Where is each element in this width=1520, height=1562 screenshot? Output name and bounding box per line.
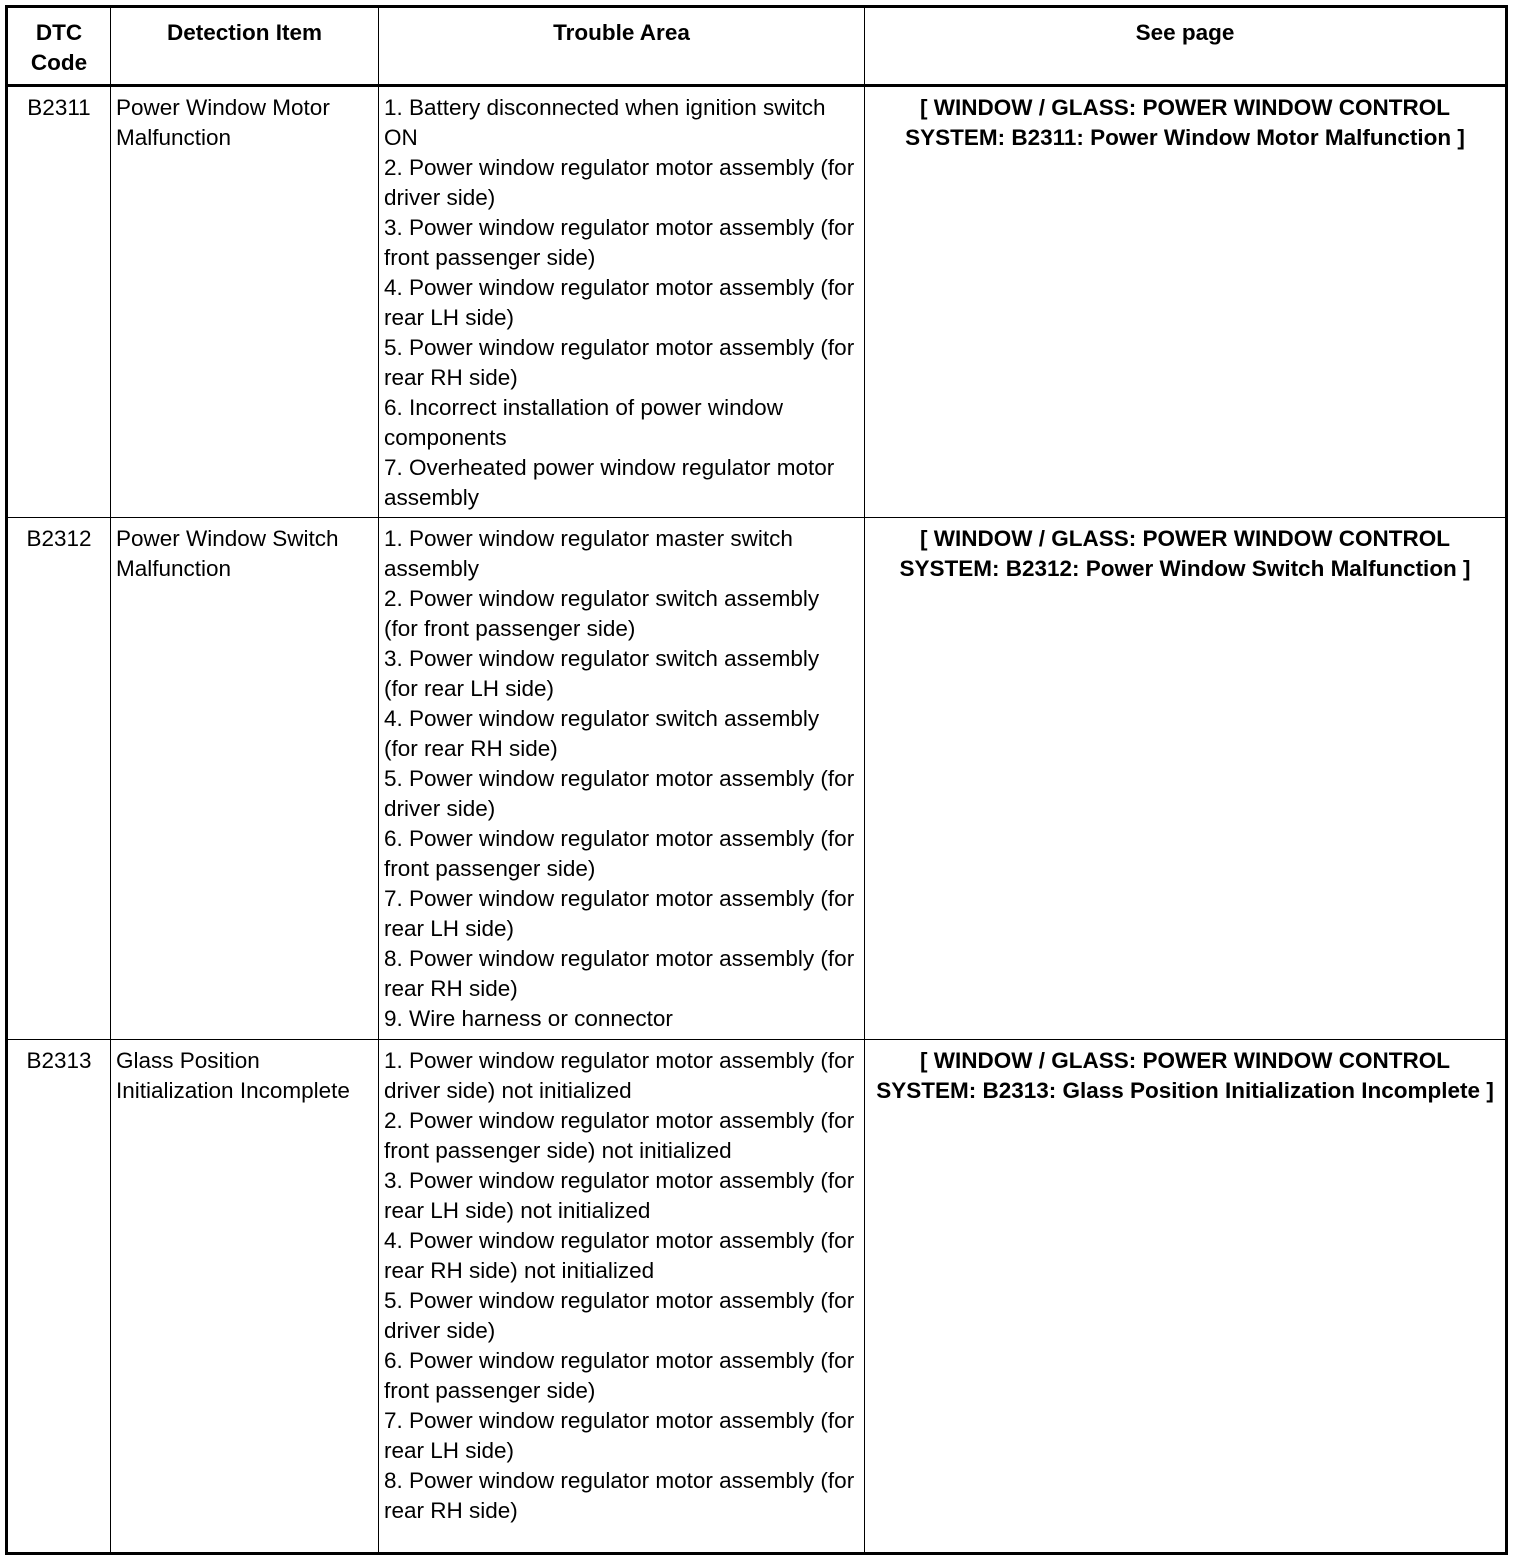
trouble-area-item: 4. Power window regulator switch assembly (for rear RH side) xyxy=(384,706,820,761)
trouble-area-item: 7. Overheated power window regulator motor assembly xyxy=(384,455,835,510)
table-row xyxy=(7,86,1507,518)
trouble-area-item: 3. Power window regulator motor assembly (for front passenger side) xyxy=(384,215,855,270)
trouble-area-item: 6. Power window regulator motor assembly (for front passenger side) xyxy=(384,826,855,881)
dtc-code: B2311 xyxy=(7,86,111,518)
header-row xyxy=(7,7,1507,86)
header-trouble-area: Trouble Area xyxy=(379,7,865,86)
trouble-area-item: 2. Power window regulator motor assembly (for driver side) xyxy=(384,155,855,210)
trouble-area-item: 5. Power window regulator motor assembly (for rear RH side) xyxy=(384,335,855,390)
trouble-area-item: 3. Power window regulator switch assembly (for rear LH side) xyxy=(384,646,820,701)
trouble-area xyxy=(379,1040,865,1554)
dtc-table xyxy=(5,5,1508,1555)
header-detection-item: Detection Item xyxy=(111,7,379,86)
see-page-link[interactable]: [ WINDOW / GLASS: POWER WINDOW CONTROL SYSTEM: B2313: Glass Position Initialization Incomplete ] xyxy=(865,1040,1507,1554)
header-see-page: See page xyxy=(865,7,1507,86)
trouble-area-item: 1. Power window regulator master switch assembly xyxy=(384,526,793,581)
trouble-area-item: 5. Power window regulator motor assembly (for driver side) xyxy=(384,766,855,821)
trouble-area-item: 7. Power window regulator motor assembly (for rear LH side) xyxy=(384,1408,855,1463)
trouble-area-item: 4. Power window regulator motor assembly (for rear RH side) not initialized xyxy=(384,1228,855,1283)
see-page-link[interactable]: [ WINDOW / GLASS: POWER WINDOW CONTROL SYSTEM: B2311: Power Window Motor Malfunction ] xyxy=(865,86,1507,518)
detection-item: Glass Position Initialization Incomplete xyxy=(111,1040,379,1554)
trouble-area-item: 8. Power window regulator motor assembly (for rear RH side) xyxy=(384,946,855,1001)
dtc-code: B2312 xyxy=(7,518,111,1040)
trouble-area-item: 7. Power window regulator motor assembly (for rear LH side) xyxy=(384,886,855,941)
trouble-area xyxy=(379,86,865,518)
trouble-area-item: 5. Power window regulator motor assembly (for driver side) xyxy=(384,1288,855,1343)
trouble-area xyxy=(379,518,865,1040)
trouble-area-item: 1. Power window regulator motor assembly (for driver side) not initialized xyxy=(384,1048,855,1103)
header-dtc-code-line2: Code xyxy=(30,50,88,75)
trouble-area-item: 6. Incorrect installation of power window components xyxy=(384,395,783,450)
dtc-code: B2313 xyxy=(7,1040,111,1554)
see-page-link[interactable]: [ WINDOW / GLASS: POWER WINDOW CONTROL SYSTEM: B2312: Power Window Switch Malfunction ] xyxy=(865,518,1507,1040)
detection-item: Power Window Motor Malfunction xyxy=(111,86,379,518)
trouble-area-item: 4. Power window regulator motor assembly (for rear LH side) xyxy=(384,275,855,330)
trouble-area-item: 9. Wire harness or connector xyxy=(384,1006,673,1031)
table-row xyxy=(7,518,1507,1040)
trouble-area-item: 2. Power window regulator switch assembly (for front passenger side) xyxy=(384,586,820,641)
trouble-area-item: 8. Power window regulator motor assembly (for rear RH side) xyxy=(384,1468,855,1523)
trouble-area-item: 2. Power window regulator motor assembly (for front passenger side) not initialized xyxy=(384,1108,855,1163)
table-row xyxy=(7,1040,1507,1554)
trouble-area-item: 6. Power window regulator motor assembly (for front passenger side) xyxy=(384,1348,855,1403)
trouble-area-item: 1. Battery disconnected when ignition switch ON xyxy=(384,95,826,150)
header-dtc-code-line1: DTC xyxy=(35,20,83,45)
header-dtc-code xyxy=(7,7,111,86)
detection-item: Power Window Switch Malfunction xyxy=(111,518,379,1040)
trouble-area-item: 3. Power window regulator motor assembly (for rear LH side) not initialized xyxy=(384,1168,855,1223)
